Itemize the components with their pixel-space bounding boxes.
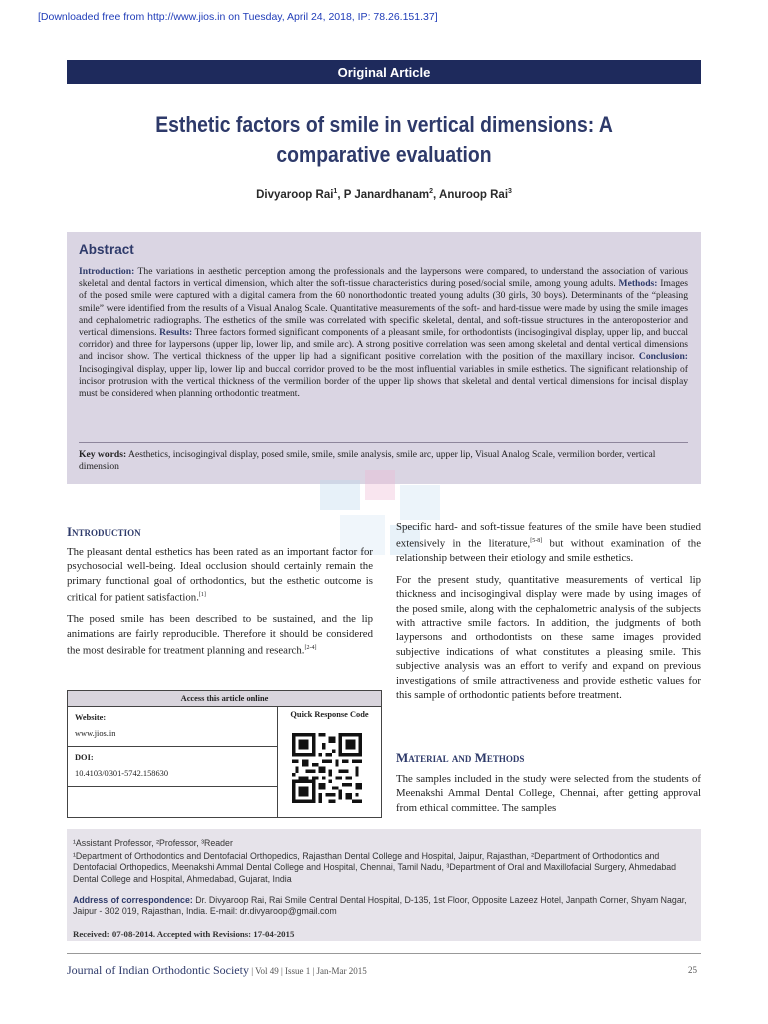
keywords-label: Key words: — [79, 449, 127, 460]
journal-issue: | Vol 49 | Issue 1 | Jan-Mar 2015 — [248, 966, 367, 976]
author-name: P Janardhanam — [343, 188, 430, 201]
author-affiliation-mark: 2 — [429, 188, 434, 195]
right-column-text — [396, 520, 701, 709]
abstract-methods-text: Images of the posed smile were captured with a digital camera from the 60 nonorthodontic treated young adults (30 girls, 30 boys). Determinants of the “pleasing smile” were identified from the results of a Visual Analog Scale. Quantitative measurements of the soft- and hard-tissue were made by using the smile images and cephalometric radiographs. The esthetics of the smile was correlated with specific skeletal, dental, and soft-tissue structures in the anteroposterior and vertical dimensions. — [79, 278, 688, 339]
abstract-divider — [79, 442, 688, 443]
paragraph: For the present study, quantitative measurements of vertical lip thickness and incisogingival display were made by using images of the posed smile, along with the cephalometric analysis of the subjects with attractive smile factors. In addition, the judgments of both laypersons and orthodontists on these same images provided subjective indications of what constitutes a pleasing smile. This subjective analysis was an effort to verify and expand on previous investigations of smile attractiveness and provide esthetic values for this sample of orthodontic patients before treatment. — [396, 573, 701, 702]
introduction-text — [67, 545, 373, 665]
abstract-heading: Abstract — [79, 242, 134, 257]
author-affiliation-mark: 1 — [333, 188, 338, 195]
paragraph — [396, 520, 701, 566]
author-name: Anuroop Rai — [439, 188, 509, 201]
author-list: Divyaroop Rai$^1$, P Janardhanam$^2$, Anuroop Rai$^3$ — [256, 188, 512, 201]
citation-link[interactable]: [1] — [198, 592, 206, 599]
website-label: Website: — [75, 713, 107, 722]
abstract-results-text: Three factors formed significant components of a pleasant smile, for orthodontists (incisogingival display, upper lip, and buccal corridor) and three for laypersons (upper lip, lower lip, and smile arc). A strong positive correlation was seen among skeletal and dental vertical dimensions and incisor show. The vertical thickness of the upper lip had a significant positive correlation with the position of the maxillary incisor. — [79, 327, 689, 363]
website-row — [68, 707, 277, 747]
access-online-box — [67, 690, 382, 818]
author-affiliation-mark: 3 — [508, 188, 512, 195]
paragraph-text: Specific hard- and soft-tissue features of the smile have been studied extensively in the literature, — [396, 521, 701, 550]
article-type-banner: Original Article — [67, 60, 701, 84]
journal-footer — [67, 963, 367, 978]
website-link[interactable]: www.jios.in — [75, 729, 116, 738]
abstract-results-label: Results: — [156, 327, 193, 339]
abstract-conclusion-text: Incisogingival display, upper lip, lower lip and buccal corridor proved to be the most influential variables in smile esthetics. The significant relationship of incisor protrusion with the vertical thickness of the vermilion border of the upper lip shows that skeletal and dental vertical dimensions for incisal display must be considered when planning orthodontic treatment. — [79, 363, 688, 400]
paragraph — [67, 545, 373, 605]
doi-row — [68, 747, 277, 787]
abstract-methods-label: Methods: — [615, 278, 658, 290]
author-name: Divyaroop Rai — [256, 188, 334, 201]
footer-divider — [67, 953, 701, 954]
methods-text — [396, 772, 701, 822]
download-notice[interactable]: [Downloaded free from http://www.jios.in on Tuesday, April 24, 2018, IP: 78.26.151.37] — [38, 11, 438, 23]
access-info — [68, 707, 278, 817]
paragraph — [67, 612, 373, 658]
author-positions: ¹Assistant Professor, ²Professor, ³Reader — [73, 838, 233, 848]
paragraph-text: The pleasant dental esthetics has been rated as an important factor for psychosocial well-being. Ideal occlusion should certainly remain the primary functional goal of orthodontics, but the esthetic outcome is critical for patient satisfaction. — [67, 546, 373, 604]
introduction-heading: Introduction — [67, 524, 141, 539]
abstract-body — [79, 266, 688, 400]
doi-link[interactable]: 10.4103/0301-5742.158630 — [75, 769, 169, 778]
keywords-text: Aesthetics, incisogingival display, posed smile, smile, smile analysis, smile arc, upper lip, Visual Analog Scale, vermilion border, vertical dimension — [79, 449, 656, 473]
qr-code[interactable] — [292, 733, 362, 803]
correspondence-text: Dr. Divyaroop Rai, Rai Smile Central Dental Hospital, D-135, 1st Floor, Opposite Lazeez Hotel, Janpath Corner, Shyam Nagar, Jaipur - 302 019, Rajasthan, India. E-mail: dr.divyaroop@gmail.com — [73, 895, 687, 917]
received-dates: Received: 07-08-2014. Accepted with Revisions: 17-04-2015 — [73, 929, 295, 939]
doi-label: DOI: — [75, 753, 94, 762]
journal-name: Journal of Indian Orthodontic Society — [67, 963, 249, 977]
citation-link[interactable]: [2-4] — [304, 645, 317, 652]
abstract-intro-text: The variations in aesthetic perception among the professionals and the laypersons were compared, to understand the association of various skeletal and dental factors in vertical dimension, which alter the soft-tissue characteristics during posed/social smile, among young adults. — [79, 266, 688, 290]
paragraph-text: but without examination of the relationship between their etiology and smile esthetics. — [396, 538, 701, 565]
abstract-intro-label: Introduction: — [79, 266, 135, 277]
correspondence-address — [73, 895, 693, 918]
article-title: Esthetic factors of smile in vertical dimensions: A comparative evaluation — [155, 112, 613, 167]
paragraph-text: The posed smile has been described to be sustained, and the lip animations are fairly reproducible. Therefore it should be considered the most desirable for treatment planning and research. — [67, 613, 373, 657]
correspondence-label: Address of correspondence: — [73, 895, 193, 905]
author-departments: ¹Department of Orthodontics and Dentofacial Orthopedics, Rajasthan Dental College and Hospital, Jaipur, Rajasthan, ²Department of Orthodontics and Dentofacial Orthopedics, Meenakshi Ammal Dental College and Hospital, Chennai, Tamil Nadu, ³Department of Oral and Maxillofacial Surgery, Ahmedabad Dental College and Hospital, Ahmedabad, Gujarat, India — [73, 851, 677, 884]
page-number: 25 — [688, 965, 697, 975]
paragraph: The samples included in the study were selected from the students of Meenakshi Ammal Dental College, Chennai, after getting approval from ethical committee. The samples — [396, 773, 701, 814]
abstract-conclusion-label: Conclusion: — [634, 351, 688, 363]
access-box-title: Access this article online — [68, 691, 381, 707]
methods-heading: Material and Methods — [396, 750, 525, 765]
qr-code-label: Quick Response Code — [290, 710, 369, 719]
citation-link[interactable]: [5-8] — [530, 538, 543, 545]
